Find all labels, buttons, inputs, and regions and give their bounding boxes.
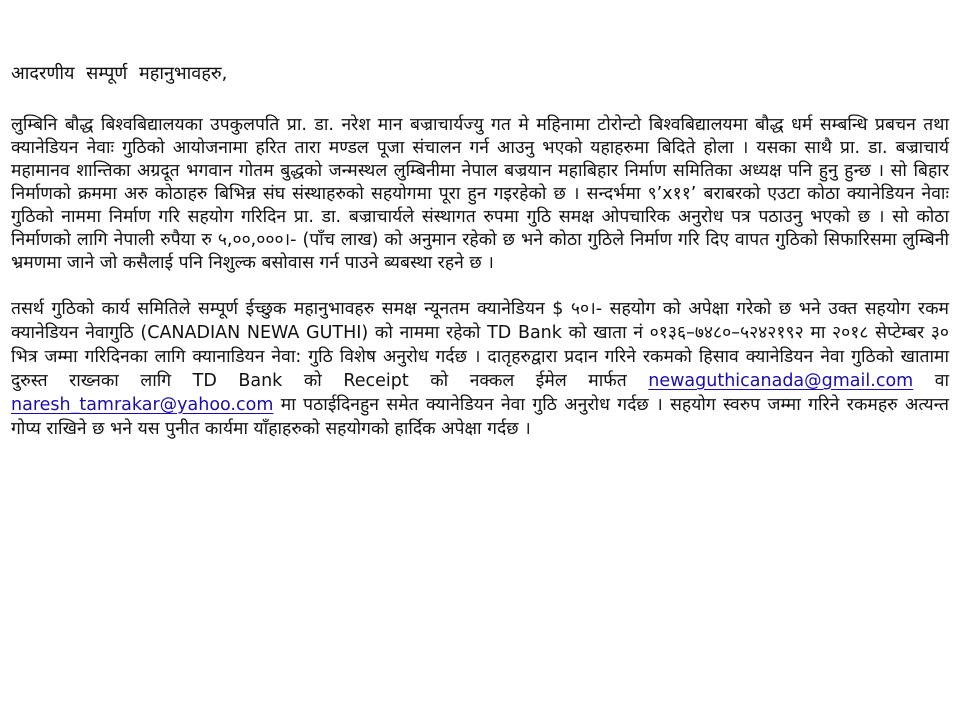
email-link-newaguthi[interactable]: newaguthicanada@gmail.com bbox=[648, 371, 914, 391]
paragraph-text-before-email: तसर्थ गुठिको कार्य समितिले सम्पूर्ण ईच्छुक महानुभावहरु समक्ष न्यूनतम क्यानेडियन $ ५०।- सहयोग को अपेक्षा गरेको छ भने उक्त सहयोग रकम क्यानेडियन नेवागुठि (CANADIAN NEWA GUTHI) को नाममा रहेको TD Bank को खाता नं ०१३६–७४८०–५२४२१९२ मा २०१८ सेप्टेम्बर ३० भित्र जम्मा गरिदिनका लागि क्यानाडियन नेवा: गुठि विशेष अनुरोध गर्दछ । दातृहरुद्वारा प्रदान गरिने रकमको हिसाव क्यानेडियन नेवा गुठिको खातामा दुरुस्त राख्नका लागि TD Bank को Receipt को नक्कल ईमेल मार्फत bbox=[11, 299, 949, 391]
paragraph-text-between-emails: वा bbox=[913, 371, 949, 391]
paragraph-donation-request bbox=[11, 297, 949, 441]
email-link-naresh[interactable]: naresh_tamrakar@yahoo.com bbox=[11, 395, 274, 415]
letter-body bbox=[11, 60, 949, 463]
paragraph-text-after-email: मा पठाईदिनहुन समेत क्यानेडियन नेवा गुठि अनुरोध गर्दछ । सहयोग स्वरुप जम्मा गरिने रकमहरु अत्यन्त गोप्य राखिने छ भने यस पुनीत कार्यमा याँहाहरुको सहयोगको हार्दिक अपेक्षा गर्दछ । bbox=[11, 395, 949, 439]
salutation: आदरणीय सम्पूर्ण महानुभावहरु, bbox=[11, 63, 228, 84]
paragraph-university-request: लुम्बिनि बौद्ध बिश्वबिद्यालयका उपकुलपति प्रा. डा. नरेश मान बज्राचार्यज्यु गत मे महिनामा टोरोन्टो बिश्वबिद्यालयमा बौद्ध धर्म सम्बन्धि प्रबचन तथा क्यानेडियन नेवाः गुठिको आयोजनामा हरित तारा मण्डल पूजा संचालन गर्न आउनु भएको यहाहरुमा बिदिते होला । यसका साथै प्रा. डा. बज्राचार्य महामानव शान्तिका अग्रदूत भगवान गोतम बुद्धको जन्मस्थल लुम्बिनीमा नेपाल बज्रयान महाबिहार निर्माण समितिका अध्यक्ष पनि हुनु हुन्छ । सो बिहार निर्माणको क्रममा अरु कोठाहरु बिभिन्न संघ संस्थाहरुको सहयोगमा पूरा हुन गइरहेको छ । सन्दर्भमा ९’x११’ बराबरको एउटा कोठा क्यानेडियन नेवाः गुठिको नाममा निर्माण गरि सहयोग गरिदिन प्रा. डा. बज्राचार्यले संस्थागत रुपमा गुठि समक्ष ओपचारिक अनुरोध पत्र पठाउनु भएको छ । सो कोठा निर्माणको लागि नेपाली रुपैया रु ५,००,०००।- (पाँच लाख) को अनुमान रहेको छ भने कोठा गुठिले निर्माण गरि दिए वापत गुठिको सिफारिसमा लुम्बिनी भ्रमणमा जाने जो कसैलाई पनि निशुल्क बसोवास गर्न पाउने ब्यबस्था रहने छ । bbox=[11, 115, 949, 273]
